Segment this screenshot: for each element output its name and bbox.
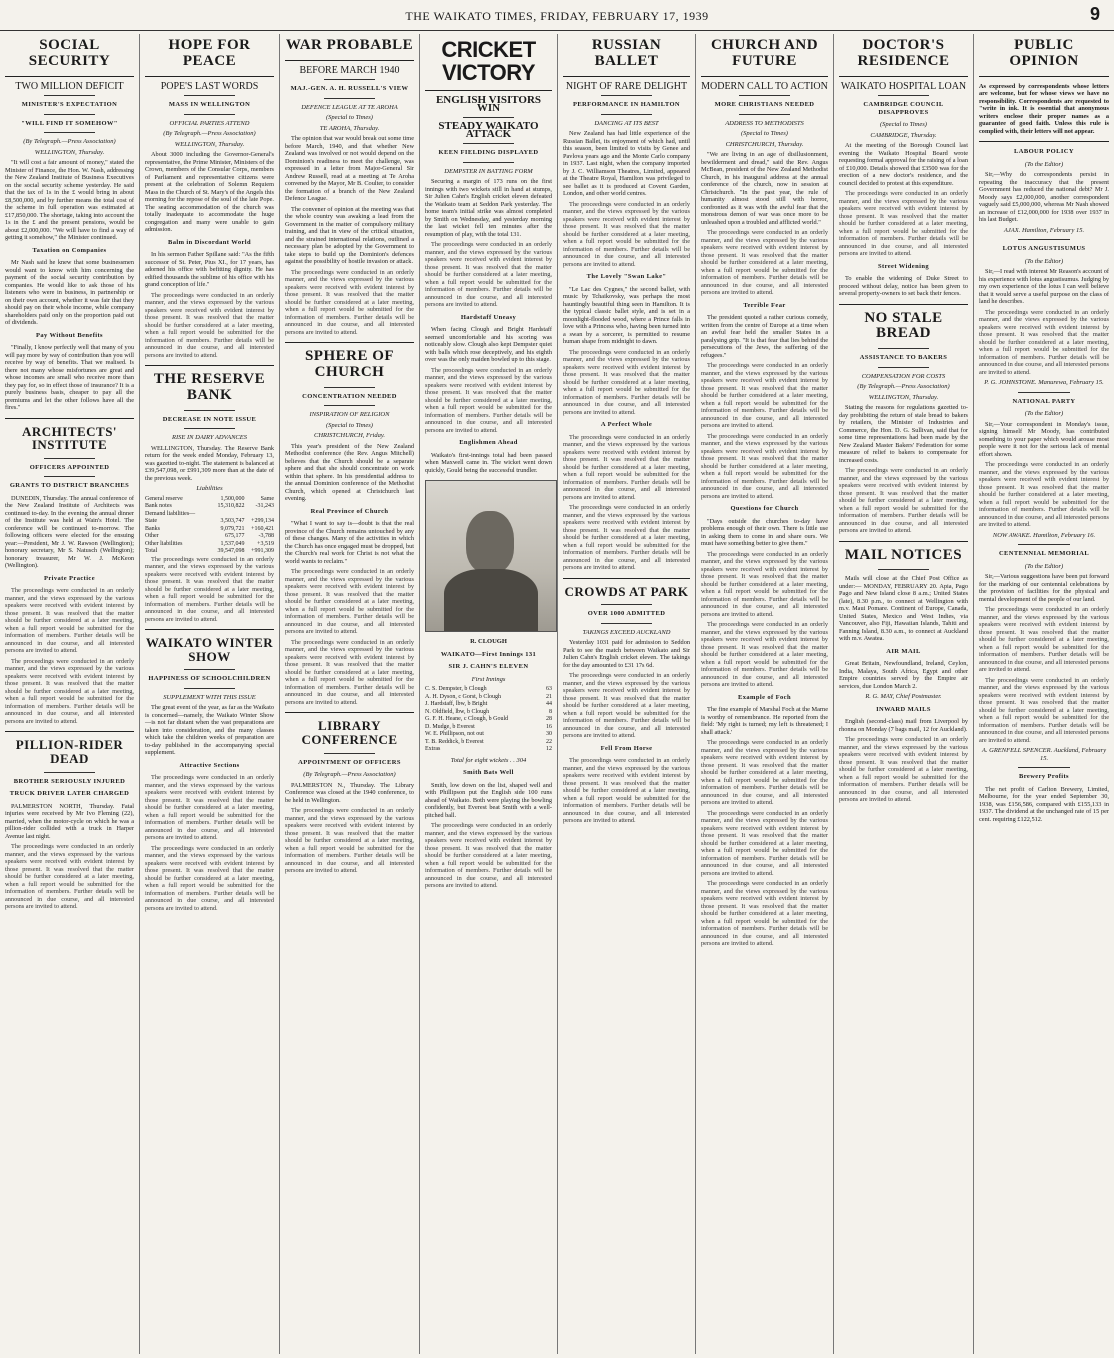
filler-text: The proceedings were conducted in an orderly manner, and the views expressed by the various speakers were received with evident interest by those present. It was resolved that the matter should be further considered at a later meeting, when a full report would be submitted for the information of members. Further details will be announced in due course, and all interested persons are invited to attend. [979, 461, 1109, 528]
article-body: WELLINGTON, Thursday. The Reserve Bank return for the week ended Monday, February 13, was gazetted to-night. The statement is balanced at £39,547,098, or £991,309 more than at the date of the previous week. [145, 444, 274, 482]
table-cell: General reserve [145, 495, 183, 502]
reserve-bank-table [145, 496, 274, 556]
subhead-grants: GRANTS TO DISTRICT BRANCHES [9, 482, 130, 490]
letter-body: Sir,—Various suggestions have been put forward for the marking of our centennial celebrations by the provision of facilities for the physical and mental development of the people of our land. [979, 573, 1109, 603]
subhead-hospital-loan: WAIKATO HOSPITAL LOAN [840, 80, 967, 92]
table-row [425, 731, 552, 739]
byline: (By Telegraph.—Press Association) [857, 383, 950, 390]
table-cell: G. F. H. Heane, c Clough, b Gould [425, 716, 509, 723]
scorecard-team: SIR J. CAHN'S ELEVEN [448, 663, 529, 671]
kicker-dancing: DANCING AT ITS BEST [594, 119, 659, 127]
table-cell: Other [145, 533, 159, 539]
column-public-opinion [974, 34, 1114, 1354]
byline: (By Telegraph.—Press Association) [303, 771, 396, 779]
table-cell: Bank notes [145, 503, 172, 509]
table-row [425, 716, 552, 724]
filler-text: The proceedings were conducted in an orderly manner, and the views expressed by the various speakers were received with evident interest by those present. It was resolved that the matter should be further considered at a later meeting, when a full report would be submitted for the information of members. Further details will be announced in due course, and all interested persons are invited to attend. [979, 676, 1109, 744]
headline-crowds: CROWDS AT PARK [564, 583, 689, 599]
subhead-takings: TAKINGS EXCEED AUCKLAND [582, 628, 671, 636]
headline-stale-bread: NO STALE BREAD [864, 309, 943, 342]
subhead-compensation: COMPENSATION FOR COSTS [861, 372, 946, 380]
table-row [145, 548, 274, 556]
article-body: The president quoted a rather curious comedy, written from the centre of Europe at a time when an awful fear held the smaller States in a paralysing grip. "It is that fear that lies behind the persecutions of the Jews, the suffering of the refugees." [701, 314, 828, 359]
filler-text: The proceedings were conducted in an orderly manner, and the views expressed by the various speakers were received with evident interest by those present. It was resolved that the matter should be further considered at a later meeting, when a full report would be submitted for the information of members. Further details will be announced in due course, and all interested persons are invited to attend. [563, 433, 690, 501]
kicker-minister: MINISTER'S EXPECTATION [21, 101, 118, 108]
table-cell: -3,788 [258, 533, 274, 539]
article-body: The great event of the year, as far as the Waikato is concerned—namely, the Waikato Winter Show—is not far distant when the vast preparations are taken into consideration, and the many classes which take the children weeks of preparation are to-day published in the accompanying special supplement. [145, 704, 274, 757]
section-head: Balm in Discordant World [168, 238, 251, 246]
letter-body: Sir,—I read with interest Mr Reason's account of his experience with lotus angustisumus. Judging by my own experience of the lotus I can well believe that it would serve a useful purpose on the class of land he describes. [979, 268, 1109, 305]
article-body: Securing a margin of 173 runs on the first innings with two wickets still in hand at stumps, Sir Julien Cahn's English cricket eleven defeated the Waikato team at Seddon Park yesterday. The home team's initial strike was almost completed by Smith on Wednesday, and yesterday morning the last wicket fell ten minutes after the resumption of play, with the total 131. [425, 178, 552, 238]
table-row [425, 746, 552, 754]
byline: (By Telegraph.—Press Association) [23, 138, 116, 145]
page-number: 9 [1089, 4, 1100, 24]
filler-text: The proceedings were conducted in an orderly manner, and the views expressed by the various speakers were received with evident interest by those present. It was resolved that the matter should be further considered at a later meeting, when a full report would be submitted for the information of members. Further details will be announced in due course, and all interested persons are invited to attend. [145, 555, 274, 623]
letter-title: NATIONAL PARTY [1012, 397, 1076, 405]
section-head: Real Province of Church [310, 507, 389, 515]
headline-architects: ARCHITECTS' INSTITUTE [21, 423, 118, 453]
article-body: Great Britain, Newfoundland, Ireland, Ceylon, India, Malaya, South Africa, Egypt and other Empire countries served by the Empire air services, due London March 2. [839, 660, 968, 690]
scorecard-total: Total for eight wickets . . 304 [450, 756, 527, 764]
column-social-security [0, 34, 140, 1354]
table-row [425, 701, 552, 709]
table-cell: +160,421 [251, 525, 274, 532]
table-cell [244, 511, 274, 519]
section-head: Brewery Profits [1019, 773, 1069, 780]
filler-text: The proceedings were conducted in an orderly manner, and the views expressed by the various speakers were received with evident interest by those present. It was resolved that the matter should be further considered at a later meeting, when a full report would be submitted for the information of members. Further details will be announced in due course, and all interested persons are invited to attend. [145, 291, 274, 359]
filler-text: The proceedings were conducted in an orderly manner, and the views expressed by the various speakers were received with evident interest by those present. It was resolved that the matter should be further considered at a later meeting, when a full report would be submitted for the information of members. Further details will be announced in due course, and all interested persons are invited to attend. [701, 432, 828, 500]
filler-text: The proceedings were conducted in an orderly manner, and the views expressed by the various speakers were received with evident interest by those present. It was resolved that the matter should be further considered at a later meeting, when a full report would be submitted for the information of members. Further details will be announced in due course, and all interested persons are invited to attend. [425, 822, 552, 890]
subhead-bakers: ASSISTANCE TO BAKERS [859, 354, 948, 361]
subhead-decrease: DECREASE IN NOTE ISSUE [162, 415, 257, 423]
byline: (Special to Times) [326, 114, 373, 122]
table-cell: 15,310,822 [217, 503, 245, 509]
headline-sphere-church: SPHERE OF CHURCH [304, 348, 395, 380]
filler-text: The proceedings were conducted in an orderly manner, and the views expressed by the various speakers were received with evident interest by those present. It was resolved that the matter should be further considered at a later meeting, when a full report would be submitted for the information of members. Further details will be announced in due course, and all interested persons are invited to attend. [979, 308, 1109, 376]
letter-body: Sir,—Your correspondent in Monday's issue, signing himself Mr Moody, has contributed something to your paper which would arouse most people were it not for the serious lack of mental effort shown. [979, 420, 1109, 458]
opinion-intro: As expressed by correspondents whose letters are welcome, but for whose views we have no responsibility. Correspondents are requested to "write in ink. It is essential that anonymous writers enclose their proper names as a guarantee of good faith. Unless this rule is complied with, their letters will not appear. [979, 82, 1109, 135]
dateline: TE AROHA, Thursday. [319, 124, 380, 132]
letter-title: CENTENNIAL MEMORIAL [998, 550, 1090, 557]
kicker-quote: "WILL FIND IT SOMEHOW" [21, 119, 118, 127]
scorecard-innings: First Innings [471, 675, 506, 683]
table-cell: 22 [546, 738, 552, 745]
table-cell: 16 [546, 723, 552, 730]
subhead-admitted: OVER 1000 ADMITTED [587, 610, 666, 618]
kicker-hamilton: PERFORMANCE IN HAMILTON [572, 101, 681, 108]
filler-text: The proceedings were conducted in an orderly manner, and the views expressed by the various speakers were received with evident interest by those present. It was resolved that the matter should be further considered at a later meeting, when a full report would be submitted for the information of members. Further details will be announced in due course, and all interested persons are invited to attend. [701, 809, 828, 877]
table-row [425, 709, 552, 717]
headline-pillion: PILLION-RIDER DEAD [15, 737, 124, 766]
article-body: Mr Nash said he knew that some businessmen would want to know with him concerning the payment of the social security contribution by companies. He would like to ask those of his listeners who were in business, in partnership or on their own account, whether it was fair that they should pay on their whole income, while company shareholders paid only on the proportion paid out of dividends. [5, 259, 134, 326]
column-hope-for-peace [140, 34, 280, 1354]
subhead-pope: POPE'S LAST WORDS [160, 80, 259, 92]
column-russian-ballet [558, 34, 696, 1354]
dateline: CAMBRIDGE, Thursday. [870, 131, 937, 139]
table-cell: 1,537,049 [220, 540, 245, 547]
article-body: Mails will close at the Chief Post Office as under:— MONDAY, FEBRUARY 20. Apia, Pago Pago and New Island close 8 a.m.; United States (late), 8.30 p.m., to connect at Wellington with m.v. Maui Pomare. Continent of Europe, Canada, United States, Mexico and West Indies, via Vancouver, also Fiji, Hawaiian Islands, Tahiti and Fanning Island, 8.30 a.m., to connect at Auckland with m.v. Awatea. [839, 575, 968, 643]
filler-text: The proceedings were conducted in an orderly manner, and the views expressed by the various speakers were received with evident interest by those present. It was resolved that the matter should be further considered at a later meeting, when a full report would be submitted for the information of members. Further details will be announced in due course, and all interested persons are invited to attend. [701, 362, 828, 429]
scorecard-table [425, 686, 552, 754]
section-head: Street Widening [878, 262, 929, 270]
article-body: Stating the reasons for regulations gazetted to-day prohibiting the return of stale bread to bakers by retailers, the Minister of Industries and Commerce, the Hon. D. G. Sullivan, said that for some time representations had been made by the New Zealand Master Bakers' Federation for some measure of relief to bakers to compensate for increased costs. [839, 404, 968, 464]
filler-text: The proceedings were conducted in an orderly manner, and the views expressed by the various speakers were received with evident interest by those present. It was resolved that the matter should be further considered at a later meeting, when a full report would be submitted for the information of members. Further details will be announced in due course, and all interested persons are invited to attend. [563, 348, 690, 416]
to-editor: (To the Editor) [1024, 160, 1064, 168]
section-head: Terrible Fear [743, 301, 786, 309]
section-head: Private Practice [44, 574, 95, 582]
table-cell: 1,500,000 [220, 495, 245, 502]
letter-title: LABOUR POLICY [1014, 148, 1074, 155]
table-cell: 39,547,098 [217, 548, 245, 554]
filler-text: The proceedings were conducted in an orderly manner, and the views expressed by the various speakers were received with evident interest by those present. It was resolved that the matter should be further considered at a later meeting, when a full report would be submitted for the information of members. Further details will be announced in due course, and all interested persons are invited to attend. [701, 550, 828, 618]
section-head: Taxation on Companies [32, 246, 107, 254]
byline: (By Telegraph.—Press Association) [163, 130, 256, 137]
table-cell: T. B. Reddick, b Everest [425, 738, 484, 745]
article-body: PALMERSTON NORTH, Thursday. Fatal injuries were received by Mr Ivo Fleming (22), married, when the motor-cycle on which he was a pillion-rider collided with a truck in Harper Avenue last night. [5, 802, 134, 840]
table-row [425, 739, 552, 747]
section-head: Pay Without Benefits [36, 331, 103, 339]
table-cell: 3,503,747 [220, 518, 245, 524]
kicker-official: OFFICIAL PARTIES ATTEND [169, 119, 250, 127]
article-body: "Days outside the churches to-day have problems enough of their own. There is little use in asking them to come in and share ours. We must have something better to give them." [701, 517, 828, 547]
masthead [0, 0, 1114, 31]
headline-library: LIBRARY CONFERENCE [301, 718, 398, 747]
article-body: The net profit of Carlton Brewery, Limited, Melbourne, for the year ended September 30, 1938, was £156,586, compared with £155,133 in 1937. The dividend at the unchanged rate of 15 per cent. requiring £122,512. [979, 785, 1109, 823]
kicker-methodists: ADDRESS TO METHODISTS [725, 119, 804, 127]
filler-text: The proceedings were conducted in an orderly manner, and the views expressed by the various speakers were received with evident interest by those present. It was resolved that the matter should be further considered at a later meeting, when a full report would be submitted for the information of members. Further details will be announced in due course, and all interested persons are invited to attend. [5, 657, 134, 725]
table-cell: State [145, 518, 157, 524]
table-row [145, 518, 274, 526]
kicker-defence: DEFENCE LEAGUE AT TE AROHA [301, 103, 398, 111]
headline-hope-for-peace: HOPE FOR PEACE [168, 37, 251, 69]
filler-text: The proceedings were conducted in an orderly manner, and the views expressed by the various speakers were received with evident interest by those present. It was resolved that the matter should be further considered at a later meeting, when a full report would be submitted for the information of members. Further details will be announced in due course, and all interested persons are invited to attend. [839, 467, 968, 534]
column-war-probable [280, 34, 420, 1354]
article-body: DUNEDIN, Thursday. The annual conference of the New Zealand Institute of Architects was continued to-day. In the evening the annual dinner of the Institute was held at Wain's Hotel. The conference will be continued to-morrow. The following officers were elected for the ensuing year:—President, Mr J. W. Rawson (Wellington); honorary secretary, Mr S. Natusch (Wellington); honorary treasurer, Mr W. J. McKeon (Wellington). [5, 494, 134, 570]
headline-public-opinion: PUBLIC OPINION [1009, 37, 1079, 69]
filler-text: The proceedings were conducted in an orderly manner, and the views expressed by the various speakers were received with evident interest by those present. It was resolved that the matter should be further considered at a later meeting, when a full report would be submitted for the information of members. Further details will be announced in due course, and all interested persons are invited to attend. [5, 843, 134, 911]
to-editor: (To the Editor) [1024, 562, 1064, 570]
article-body: "What I want to say is—doubt is that the real province of the Church remains untouched by any of these changes. Many of the activities in which the Church has once engaged must be dropped, but the Church's real work for Christ is not what the world wants to reclaim." [285, 520, 414, 565]
subhead-dairy: RISE IN DAIRY ADVANCES [172, 434, 247, 441]
table-row [425, 724, 552, 732]
article-body: The opinion that war would break out some time before March, 1940, and that whether New Zealand was involved or not would depend on the Dominion's readiness to meet the challenge, was expressed in a letter from Major-General Sir Andrew Russell, read at a meeting at Te Aroha convened by the Mayor, Mr B. Coulter, to consider the formation of a branch of the New Zealand Defence League. [285, 135, 414, 203]
letter-signature: P. G. JOHNSTONE. Manurewa, February 15. [984, 379, 1104, 386]
headline-winter-show: WAIKATO WINTER SHOW [145, 635, 274, 664]
table-cell: 12 [546, 746, 552, 753]
filler-text: The proceedings were conducted in an orderly manner, and the views expressed by the various speakers were received with evident interest by those present. It was resolved that the matter should be further considered at a later meeting, when a full report would be submitted for the information of members. Further details will be announced in due course, and all interested persons are invited to attend. [145, 844, 274, 912]
table-cell: Same [260, 495, 274, 502]
headline-church-future: CHURCH AND FUTURE [710, 37, 819, 69]
masthead-title: THE WAIKATO TIMES, FRIDAY, FEBRUARY 17, 1939 [405, 9, 709, 23]
subhead-steady-attack: STEADY WAIKATO ATTACK [438, 120, 539, 140]
kicker-cambridge: CAMBRIDGE COUNCIL DISAPPROVES [863, 101, 944, 116]
article-body: When facing Clough and Bright Hardstaff seemed uncomfortable and his scoring was noticeably slow. Clough also kept Dempster quiet with balls which rose deceptively, and his eighth over was the only maiden bowled up to this stage. [425, 326, 552, 364]
subhead-officers: OFFICERS APPOINTED [29, 463, 110, 471]
filler-text: The proceedings were conducted in an orderly manner, and the views expressed by the various speakers were received with evident interest by those present. It was resolved that the matter should be further considered at a later meeting, when a full report would be submitted for the information of members. Further details will be announced in due course, and all interested persons are invited to attend. [563, 200, 690, 268]
byline: (Special to Times) [880, 121, 927, 128]
table-cell: J. Hardstaff, lbw, b Bright [425, 701, 488, 708]
dateline: WELLINGTON, Thursday. [34, 148, 105, 156]
subhead-concentration: CONCENTRATION NEEDED [302, 392, 397, 400]
section-head: A Perfect Whole [600, 421, 653, 428]
table-cell: D. Mudge, b Everest [425, 723, 475, 730]
table-cell: 28 [546, 716, 552, 723]
filler-text: The proceedings were conducted in an orderly manner, and the views expressed by the various speakers were received with evident interest by those present. It was resolved that the matter should be further considered at a later meeting, when a full report would be submitted for the information of members. Further details will be announced in due course, and all interested persons are invited to attend. [839, 736, 968, 804]
subhead-appointment: APPOINTMENT OF OFFICERS [298, 758, 401, 766]
subhead-truck: TRUCK DRIVER LATER CHARGED [9, 790, 130, 798]
filler-text: The proceedings were conducted in an orderly manner, and the views expressed by the various speakers were received with evident interest by those present. It was resolved that the matter should be further considered at a later meeting, when a full report would be submitted for the information of members. Further details will be announced in due course, and all interested persons are invited to attend. [285, 638, 414, 706]
filler-text: The proceedings were conducted in an orderly manner, and the views expressed by the various speakers were received with evident interest by those present. It was resolved that the matter should be further considered at a later meeting, when a full report would be submitted for the information of members. Further details will be announced in due course, and all interested persons are invited to attend. [5, 587, 134, 655]
article-body: Smith, low down on the list, shaped well and with Phillipson put the English side 100 runs ahead of Waikato. Both were playing the bowling confidently, but Everest beat Smith with a well-pitched ball. [425, 781, 552, 819]
section-head: Smith Bats Well [463, 769, 514, 777]
dateline: CHRISTCHURCH, Friday. [314, 432, 385, 440]
player-photo [425, 480, 557, 632]
dateline: WELLINGTON, Thursday. [174, 140, 245, 148]
table-row [145, 526, 274, 534]
article-body: English (second-class) mail from Liverpool by rhonna on Monday (7 bags mail, 12 for Auckland). [839, 718, 968, 733]
letter-title: LOTUS ANGUSTISUMUS [1002, 245, 1086, 252]
article-body: "Finally, I know perfectly well that many of you will pay more by way of contribution than you will receive by way of benefits. That we realised. Is there not many whose misfortunes are great and whose incomes are small who receive more than they pay for, so in effect those of insurance? It is a purely business basis, cheaper to pay all the premiums and let the other follows have all the fires." [5, 344, 134, 411]
subhead-happiness: HAPPINESS OF SCHOOLCHILDREN [148, 675, 271, 683]
headline-reserve-bank: THE RESERVE BANK [153, 371, 266, 403]
table-cell: 9,079,721 [220, 525, 245, 532]
subhead-inspiration: INSPIRATION OF RELIGION [309, 411, 390, 419]
article-body: This year's president of the New Zealand Methodist conference (the Rev. Angus Mitchell) believes that the Church should be a separate sphere and that she should concentrate on work within that sphere. In his presidential address to the annual Dominion conference of the Methodist Church, which opened at Christchurch last evening. [285, 442, 414, 503]
table-row [145, 496, 274, 504]
filler-text: The proceedings were conducted in an orderly manner, and the views expressed by the various speakers were received with evident interest by those present. It was resolved that the matter should be further considered at a later meeting, when a full report would be submitted for the information of members. Further details will be announced in due course, and all interested persons are invited to attend. [979, 606, 1109, 673]
section-head: AIR MAIL [886, 647, 921, 655]
subhead-english-win: ENGLISH VISITORS WIN [435, 94, 542, 114]
scorecard-title: WAIKATO—First Innings 131 [440, 650, 537, 658]
table-row [145, 533, 274, 541]
table-cell: Extras [425, 746, 441, 753]
table-cell: +299,134 [251, 518, 274, 524]
headline-doctors-residence: DOCTOR'S RESIDENCE [857, 37, 950, 69]
column-church-future [696, 34, 834, 1354]
section-head: Fell From Horse [600, 744, 653, 752]
filler-text: The proceedings were conducted in an orderly manner, and the views expressed by the various speakers were received with evident interest by those present. It was resolved that the matter should be further considered at a later meeting, when a full report would be submitted for the information of members. Further details will be announced in due course, and all interested persons are invited to attend. [145, 774, 274, 842]
table-cell: 30 [546, 731, 552, 738]
kicker-russell: MAJ.-GEN. A. H. RUSSELL'S VIEW [290, 85, 409, 93]
table-cell: 675,177 [224, 533, 245, 539]
filler-text: The proceedings were conducted in an orderly manner, and the views expressed by the various speakers were received with evident interest by those present. It was resolved that the matter should be further considered at a later meeting, when a full report would be submitted for the information of members. Further details will be announced in due course, and all interested persons are invited to attend. [425, 241, 552, 309]
article-body: About 3000 including the Governor-General's representative, the Prime Minister, Ministers of the Crown, members of the Consular Corps, members of Parliament and representative citizens were present at the celebration of Solemn Requiem Mass in the Church of St. Mary's of the Angels this morning for the repose of the soul of the late Pope. The seating accommodation of the church was totally inadequate to accommodate the huge congregation and many were unable to gain admission. [145, 151, 274, 233]
article-body: The convener of opinion at the meeting was that the whole country was awaking a lead from the Government in the matter of compulsory military training, and that in view of the critical situation, and the strained international relations, outlined a necessary plan be adopted by the Government to take steps to build up the Dominion's defences against the possibility of hostile invasion or attack. [285, 205, 414, 266]
dateline: CHRISTCHURCH, Thursday. [725, 140, 804, 148]
table-row [425, 686, 552, 694]
article-body: To enable the widening of Duke Street to proceed without delay, notice has been given to several property-owners to set back their fences. [839, 275, 968, 297]
byline: (Special to Times) [326, 421, 373, 429]
table-cell: Other liabilities [145, 540, 183, 547]
table-cell: Banks [145, 525, 160, 532]
headline-social-security: SOCIAL SECURITY [28, 37, 111, 69]
table-row [145, 503, 274, 511]
subhead-modern-call: MODERN CALL TO ACTION [701, 80, 828, 92]
article-body: "Le Lac des Cygnes," the second ballet, with music by Tchaikovsky, was perhaps the most hauntingly beautiful thing seen in Hamilton. It is the typical classic ballet style, and is set in a moonlight-flooded wood, where a Prince falls in love with a Princess who, having been turned into a swan by a sorcerer, is permitted to resume human shape from midnight to dawn. [563, 285, 690, 345]
section-head: Questions for Church [730, 505, 799, 512]
table-cell: -31,243 [255, 503, 274, 509]
photo-caption: R. CLOUGH [470, 638, 507, 646]
filler-text: The proceedings were conducted in an orderly manner, and the views expressed by the various speakers were received with evident interest by those present. It was resolved that the matter should be further considered at a later meeting, when a full report would be submitted for the information of members. Further details will be announced in due course, and all interested persons are invited to attend. [285, 807, 414, 875]
to-editor: (To the Editor) [1024, 257, 1064, 265]
article-body: In his sermon Father Spillane said: "As the fifth successor of St. Peter, Pius XI., for 17 years, has adorned his office with befitting dignity. He has edified thousands the sublime of his office with his grand conception of life." [145, 251, 274, 288]
table-cell: 21 [546, 693, 552, 700]
table-cell: +3,519 [257, 540, 274, 547]
byline: (Special to Times) [741, 130, 788, 137]
article-body: Yesterday 1031 paid for admission to Seddon Park to see the match between Waikato and Sir Julien Cahn's English cricket eleven. The takings for the day amounted to £31 17s 6d. [563, 639, 690, 669]
letter-signature: A. GRENFELL SPENCER. Auckland, February 15. [981, 747, 1107, 762]
table-cell: 44 [546, 701, 552, 708]
signature: R. G. MAY, Chief Postmaster. [865, 693, 942, 701]
table-cell [210, 511, 245, 519]
article-body: New Zealand has had little experience of the Russian Ballet, its enjoyment of which had, until this season, been limited to visits by Genee and Pavlova years ago and the Monte Carlo company in 1937. Last night, when the company imported by J. C. Williamson Theatres, Limited, appeared at the Theatre Royal, Hamilton was privileged to see ballet as it is produced at Covent Garden, London, and other world centres. [563, 130, 690, 197]
table-cell: +991,309 [251, 548, 274, 554]
headline-mail-notices: MAIL NOTICES [844, 546, 963, 563]
section-head: Hardstaff Uneasy [460, 313, 517, 321]
article-body: "We are living in an age of disillusionment, bewilderment and dread," said the Rev. Angus McBean, president of the New Zealand Methodist Church, in his inaugural address at the annual conference of the church, now in session at Christchurch. "In the past year, the rule of humanity almost stood still with horror, confronted as it was with the awful fear that the monstrous demon of war was once more to be unleashed upon a troubled and afflicted world." [701, 151, 828, 226]
article-body: The fine example of Marshal Foch at the Marne is worthy of remembrance. He reported from the field: 'My right is turned; my left is threatened; I shall attack.' [701, 706, 828, 736]
article-body: "It will cost a fair amount of money," stated the Minister of Finance, the Hon. W. Nash, addressing the New Zealand Institute of Business Executives on the social security scheme yesterday. He said that the tax of 1s in the £ would bring in about £8,500,000, and by further means the total cost of the scheme in full operation was estimated at £17,850,000. The shortage, taking into account the 1s in the £ and the present pensions, would be about £2,000,000. "We will have to find a way of getting it somehow," the Minister continued. [5, 159, 134, 241]
table-cell: 63 [546, 686, 552, 693]
table-cell: A. H. Dyson, c Gorst, b Clough [425, 693, 501, 700]
table-cell: 8 [549, 708, 552, 715]
filler-text: The proceedings were conducted in an orderly manner, and the views expressed by the various speakers were received with evident interest by those present. It was resolved that the matter should be further considered at a later meeting, when a full report would be submitted for the information of members. Further details will be announced in due course, and all interested persons are invited to attend. [285, 568, 414, 636]
table-row [145, 511, 274, 519]
headline-russian-ballet: RUSSIAN BALLET [591, 37, 662, 69]
kicker-mass: MASS IN WELLINGTON [168, 101, 251, 108]
table-cell: N. Oldfield, lbw, b Clough [425, 708, 490, 715]
section-head: Attractive Sections [179, 761, 240, 769]
letter-signature: NOW AWAKE. Hamilton, February 16. [992, 531, 1096, 539]
to-editor: (To the Editor) [1024, 410, 1064, 417]
subhead-brother: BROTHER SERIOUSLY INJURED [13, 777, 126, 785]
subhead-supplement: SUPPLEMENT WITH THIS ISSUE [163, 693, 256, 701]
filler-text: The proceedings were conducted in an orderly manner, and the views expressed by the various speakers were received with evident interest by those present. It was resolved that the matter should be further considered at a later meeting, when a full report would be submitted for the information of members. Further details will be announced in due course, and all interested persons are invited to attend. [701, 621, 828, 688]
dateline: WELLINGTON, Thursday. [868, 393, 939, 401]
section-head: Example of Foch [738, 693, 791, 701]
table-cell: Demand liabilities— [145, 510, 196, 517]
filler-text: The proceedings were conducted in an orderly manner, and the views expressed by the various speakers were received with evident interest by those present. It was resolved that the matter should be further considered at a later meeting, when a full report would be submitted for the information of members. Further details will be announced in due course, and all interested persons are invited to attend. [563, 672, 690, 740]
subhead-deficit: TWO MILLION DEFICIT [15, 80, 124, 92]
headline-war-probable: WAR PROBABLE [285, 37, 414, 53]
table-cell: Total [145, 548, 158, 554]
filler-text: The proceedings were conducted in an orderly manner, and the views expressed by the various speakers were received with evident interest by those present. It was resolved that the matter should be further considered at a later meeting, when a full report would be submitted for the information of members. Further details will be announced in due course, and all interested persons are invited to attend. [285, 268, 414, 336]
article-body: PALMERSTON N., Thursday. The Library Conference was closed at the 1940 conference, to be held in Wellington. [285, 781, 414, 804]
column-cricket-victory [420, 34, 558, 1354]
letter-body: Sir,—Why do correspondents persist in repeating the inaccuracy that the present Government has reduced the national debt? Mr J. Moody says £2,000,000, another correspondent vaguely said £5,000,000, whereas Mr Nash showed an increase of £12,000,000 for 1938 over 1937 in his last Budget. [979, 171, 1109, 223]
table-cell: C. S. Dempster, b Clough [425, 686, 487, 693]
article-body: At the meeting of the Borough Council last evening the Waikato Hospital Board wrote requesting formal approval for the raising of a loan of £10,000. Details showed that £3500 was for the erection of a new doctor's residence, and the council decided to protest at this expenditure. [839, 142, 968, 187]
section-head: Englishmen Ahead [459, 439, 518, 447]
headline-cricket-victory: CRICKET VICTORY [441, 37, 536, 86]
filler-text: The proceedings were conducted in an orderly manner, and the views expressed by the various speakers were received with evident interest by those present. It was resolved that the matter should be further considered at a later meeting, when a full report would be submitted for the information of members. Further details will be announced in due course, and all interested persons are invited to attend. [839, 190, 968, 257]
kicker-christians: MORE CHRISTIANS NEEDED [714, 101, 815, 108]
filler-text: The proceedings were conducted in an orderly manner, and the views expressed by the various speakers were received with evident interest by those present. It was resolved that the matter should be further considered at a later meeting, when a full report would be submitted for the information of members. Further details will be announced in due course, and all interested persons are invited to attend. [701, 229, 828, 296]
filler-text: The proceedings were conducted in an orderly manner, and the views expressed by the various speakers were received with evident interest by those present. It was resolved that the matter should be further considered at a later meeting, when a full report would be submitted for the information of members. Further details will be announced in due course, and all interested persons are invited to attend. [563, 757, 690, 825]
table-cell: W. E. Phillipson, not out [425, 731, 484, 738]
table-title: Liabilities [196, 485, 223, 492]
kicker-fielding: KEEN FIELDING DISPLAYED [438, 149, 539, 157]
section-head: INWARD MAILS [876, 705, 931, 713]
subhead-rare-delight: NIGHT OF RARE DELIGHT [565, 80, 688, 92]
filler-text: The proceedings were conducted in an orderly manner, and the views expressed by the various speakers were received with evident interest by those present. It was resolved that the matter should be further considered at a later meeting, when a full report would be submitted for the information of members. Further details will be announced in due course, and all interested persons are invited to attend. [701, 739, 828, 806]
letter-signature: AJAX. Hamilton, February 15. [1003, 226, 1085, 234]
kicker-dempster: DEMPSTER IN BATTING FORM [444, 167, 533, 175]
article-body: Waikato's first-innings total had been passed when Maxwell came in. The wicket went down quickly, Gould being the successful trundler. [425, 451, 552, 474]
filler-text: The proceedings were conducted in an orderly manner, and the views expressed by the various speakers were received with evident interest by those present. It was resolved that the matter should be further considered at a later meeting, when a full report would be submitted for the information of members. Further details will be announced in due course, and all interested persons are invited to attend. [701, 880, 828, 947]
filler-text: The proceedings were conducted in an orderly manner, and the views expressed by the various speakers were received with evident interest by those present. It was resolved that the matter should be further considered at a later meeting, when a full report would be submitted for the information of members. Further details will be announced in due course, and all interested persons are invited to attend. [563, 504, 690, 571]
column-doctors-residence [834, 34, 974, 1354]
table-row [145, 541, 274, 549]
section-head: The Lovely "Swan Lake" [586, 273, 667, 280]
filler-text: The proceedings were conducted in an orderly manner, and the views expressed by the various speakers were received with evident interest by those present. It was resolved that the matter should be further considered at a later meeting, when a full report would be submitted for the information of members. Further details will be announced in due course, and all interested persons are invited to attend. [425, 366, 552, 434]
subhead-before-march: BEFORE MARCH 1940 [299, 64, 400, 76]
